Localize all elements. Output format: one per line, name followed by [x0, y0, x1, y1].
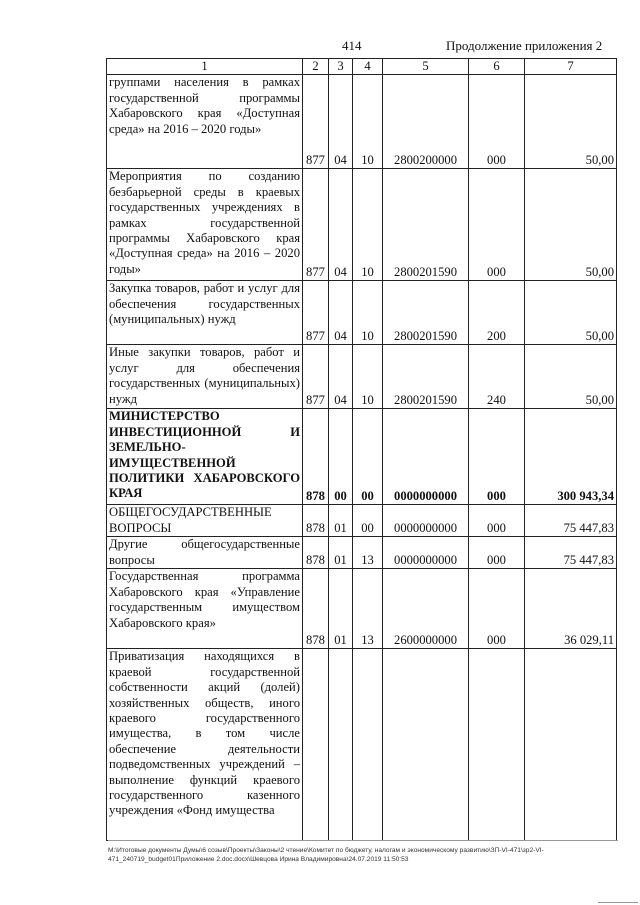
column-header: 3	[329, 59, 353, 75]
corner-mark	[598, 902, 638, 903]
row-amount-cell: 50,00	[525, 169, 617, 281]
row-code-cell: 00	[329, 409, 353, 505]
row-code-cell: 0000000000	[383, 537, 469, 569]
row-code-cell: 01	[329, 537, 353, 569]
row-code-cell: 04	[329, 345, 353, 409]
row-name-cell: Государственная программа Хабаровского края «Управление государственным имуществом Хабаровского края»	[107, 569, 303, 649]
column-header: 5	[383, 59, 469, 75]
row-name-cell: Приватизация находящихся в краевой государственной собственности акций (долей) хозяйственных обществ, иного краевого государственного имущества, в том числе обеспечение деятельности подведомственных учреждений – выполнение функций краевого государственного казенного учреждения «Фонд имущества	[107, 649, 303, 841]
row-code-cell: 00	[353, 505, 383, 537]
row-code-cell: 10	[353, 169, 383, 281]
row-amount-cell: 36 029,11	[525, 569, 617, 649]
row-code-cell: 13	[353, 569, 383, 649]
row-code-cell	[383, 649, 469, 841]
row-code-cell: 000	[469, 169, 525, 281]
row-name-cell: Другие общегосударственные вопросы	[107, 537, 303, 569]
table-row	[107, 537, 617, 569]
row-code-cell: 000	[469, 569, 525, 649]
table-row	[107, 569, 617, 649]
table-row-ministry	[107, 409, 617, 505]
table-row	[107, 169, 617, 281]
row-amount-cell: 75 447,83	[525, 505, 617, 537]
row-code-cell: 10	[353, 345, 383, 409]
row-code-cell: 000	[469, 537, 525, 569]
row-name-cell: Мероприятия по созданию безбарьерной среды в краевых государственных учреждениях в рамках государственной программы Хабаровского края «Доступная среда» на 2016 – 2020 годы»	[107, 169, 303, 281]
row-code-cell: 878	[303, 569, 329, 649]
row-code-cell: 200	[469, 281, 525, 345]
page-number: 414	[342, 38, 362, 53]
row-code-cell: 01	[329, 505, 353, 537]
row-name-cell: группами населения в рамках государственной программы Хабаровского края «Доступная среда» на 2016 – 2020 годы»	[107, 75, 303, 169]
row-name-cell: ОБЩЕГОСУДАРСТВЕННЫЕ ВОПРОСЫ	[107, 505, 303, 537]
row-code-cell: 04	[329, 169, 353, 281]
column-header: 7	[525, 59, 617, 75]
table-row	[107, 505, 617, 537]
row-code-cell: 2800201590	[383, 281, 469, 345]
row-code-cell: 10	[353, 75, 383, 169]
row-code-cell: 240	[469, 345, 525, 409]
row-code-cell: 2600000000	[383, 569, 469, 649]
row-amount-cell: 50,00	[525, 345, 617, 409]
row-amount-cell	[525, 649, 617, 841]
row-code-cell: 00	[353, 409, 383, 505]
row-code-cell: 877	[303, 169, 329, 281]
row-name-cell: МИНИСТЕРСТВО ИНВЕСТИЦИОННОЙ И ЗЕМЕЛЬНО-ИМУЩЕСТВЕННОЙ ПОЛИТИКИ ХАБАРОВСКОГО КРАЯ	[107, 409, 303, 505]
top-scan-edge	[0, 0, 640, 10]
row-code-cell	[353, 649, 383, 841]
row-name-cell: Закупка товаров, работ и услуг для обеспечения государственных (муниципальных) нужд	[107, 281, 303, 345]
row-code-cell: 878	[303, 409, 329, 505]
row-code-cell: 04	[329, 281, 353, 345]
table-row	[107, 649, 617, 841]
row-code-cell: 877	[303, 281, 329, 345]
budget-table	[106, 58, 617, 841]
column-header: 4	[353, 59, 383, 75]
row-code-cell: 878	[303, 505, 329, 537]
row-code-cell: 878	[303, 537, 329, 569]
row-code-cell: 2800201590	[383, 345, 469, 409]
table-row	[107, 345, 617, 409]
row-amount-cell: 50,00	[525, 75, 617, 169]
column-header: 1	[107, 59, 303, 75]
row-code-cell: 877	[303, 75, 329, 169]
footer-divider	[108, 840, 618, 841]
row-code-cell: 000	[469, 75, 525, 169]
row-amount-cell: 50,00	[525, 281, 617, 345]
row-code-cell: 2800200000	[383, 75, 469, 169]
row-code-cell: 13	[353, 537, 383, 569]
table-row	[107, 75, 617, 169]
row-code-cell	[329, 649, 353, 841]
row-code-cell: 0000000000	[383, 505, 469, 537]
footer-file-path: M:\Итоговые документы Думы\6 созыв\Проекты\Законы\2 чтение\Комитет по бюджету, налогам и экономическому развитию\ЗП-VI-471\зр2-VI-471_240719_budget01Приложение 2.doc.docx\Шевцова Ирина Владимировна\24.07.2019 11:50:53	[108, 847, 544, 863]
row-code-cell: 04	[329, 75, 353, 169]
table-header-row	[107, 59, 617, 75]
table-row	[107, 281, 617, 345]
row-code-cell: 10	[353, 281, 383, 345]
continuation-heading: Продолжение приложения 2	[446, 38, 603, 53]
row-code-cell: 01	[329, 569, 353, 649]
column-header: 6	[469, 59, 525, 75]
row-code-cell: 2800201590	[383, 169, 469, 281]
row-code-cell: 0000000000	[383, 409, 469, 505]
row-code-cell: 877	[303, 345, 329, 409]
column-header: 2	[303, 59, 329, 75]
row-code-cell	[303, 649, 329, 841]
row-code-cell: 000	[469, 409, 525, 505]
row-amount-cell: 300 943,34	[525, 409, 617, 505]
row-name-cell: Иные закупки товаров, работ и услуг для обеспечения государственных (муниципальных) нужд	[107, 345, 303, 409]
row-code-cell: 000	[469, 505, 525, 537]
row-amount-cell: 75 447,83	[525, 537, 617, 569]
row-code-cell	[469, 649, 525, 841]
